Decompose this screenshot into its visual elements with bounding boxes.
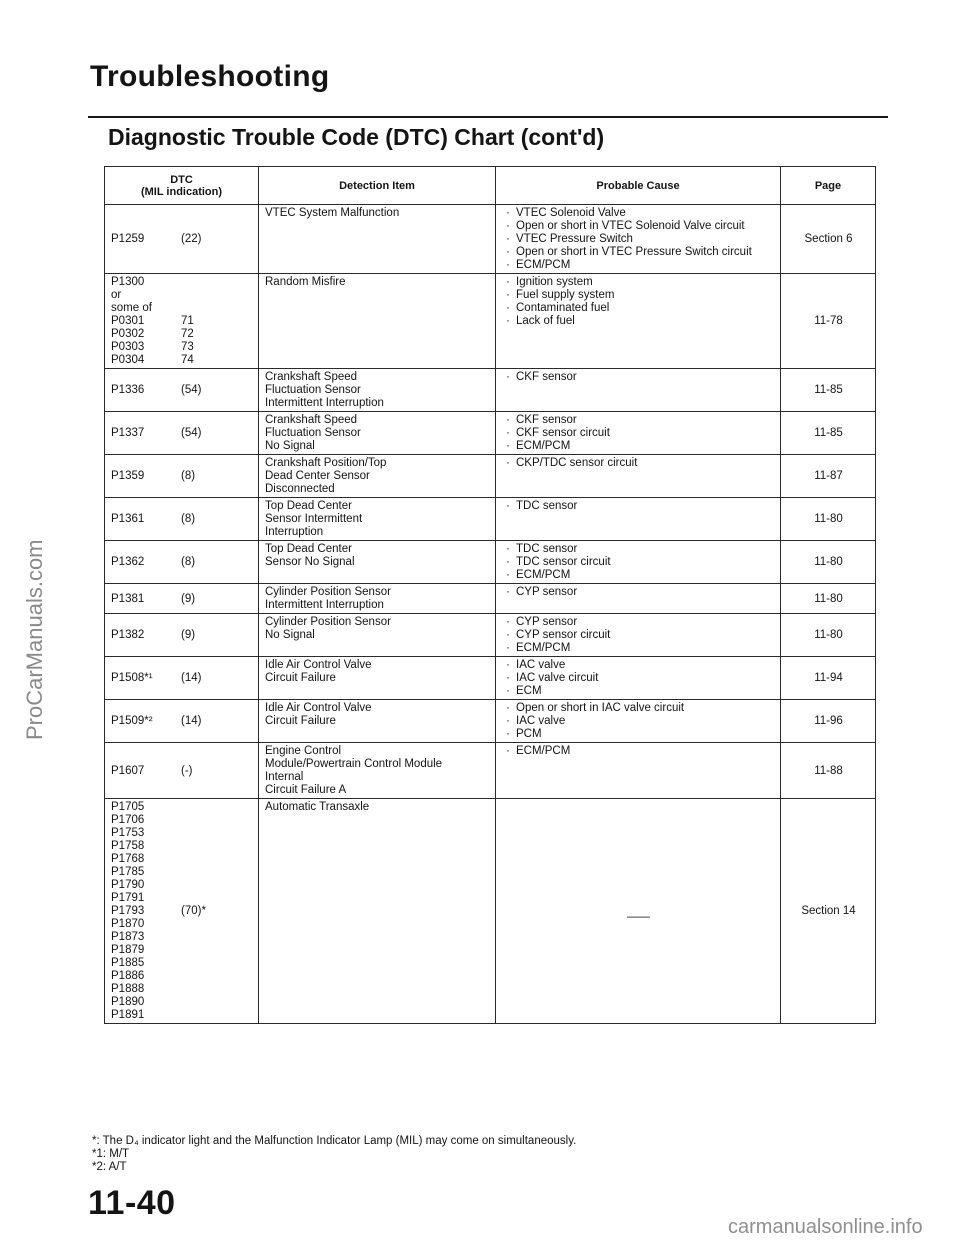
cause-item: · TDC sensor circuit xyxy=(506,556,775,569)
page-number: 11-40 xyxy=(88,1184,176,1222)
dtc-code: P1607 xyxy=(111,764,145,777)
watermark-bottom: carmanualsonline.info xyxy=(728,1216,923,1238)
detection-line: VTEC System Malfunction xyxy=(265,207,400,219)
mil-indication xyxy=(181,892,221,905)
detection-line: Cylinder Position Sensor xyxy=(265,586,391,598)
dtc-code: P1790 xyxy=(111,879,145,891)
header-probable-cause: Probable Cause xyxy=(496,167,781,205)
dtc-code: P1300 xyxy=(111,276,145,288)
mil-indication: (54) xyxy=(181,384,202,396)
detection-line: Crankshaft Position/Top xyxy=(265,457,387,469)
dtc-code-line xyxy=(111,593,253,606)
dtc-code: P1768 xyxy=(111,853,145,865)
header-page: Page xyxy=(781,167,876,205)
cause-item: · CYP sensor xyxy=(506,616,775,629)
dtc-code: P1879 xyxy=(111,944,145,956)
mil-indication xyxy=(181,302,221,315)
table-body xyxy=(105,205,876,1024)
mil-indication: (54) xyxy=(181,427,202,439)
probable-cause-cell xyxy=(496,369,781,412)
probable-cause-cell xyxy=(496,541,781,584)
mil-indication: (8) xyxy=(181,513,196,525)
cause-item: · ECM xyxy=(506,685,775,698)
table-row xyxy=(105,700,876,743)
dtc-code-line xyxy=(111,905,253,918)
cause-list xyxy=(502,207,775,272)
detection-item-cell xyxy=(259,700,496,743)
dtc-code-line xyxy=(111,996,253,1009)
watermark-left: ProCarManuals.com xyxy=(22,539,47,740)
page-title: Troubleshooting xyxy=(90,60,330,93)
mil-indication: 74 xyxy=(181,354,194,366)
dtc-cell xyxy=(105,541,259,584)
mil-indication xyxy=(181,289,221,302)
dtc-code-line xyxy=(111,765,253,778)
probable-cause-cell xyxy=(496,498,781,541)
cause-item: · ECM/PCM xyxy=(506,745,775,758)
detection-line: Intermittent Interruption xyxy=(265,397,384,409)
no-cause-dash: —— xyxy=(627,911,650,923)
dtc-cell xyxy=(105,274,259,369)
dtc-code: P1382 xyxy=(111,629,145,641)
mil-indication: 72 xyxy=(181,328,194,340)
mil-indication: (9) xyxy=(181,629,196,641)
page-ref-cell: 11-94 xyxy=(781,657,876,700)
detection-line: No Signal xyxy=(265,440,315,452)
mil-indication xyxy=(181,879,221,892)
dtc-code-line xyxy=(111,315,253,328)
dtc-cell xyxy=(105,205,259,274)
cause-item: · TDC sensor xyxy=(506,500,775,513)
mil-indication: (8) xyxy=(181,556,196,568)
dtc-code-line xyxy=(111,1009,253,1022)
dtc-code: or xyxy=(111,289,122,301)
dtc-code: P1361 xyxy=(111,513,145,525)
dtc-code: P1873 xyxy=(111,931,145,943)
cause-list xyxy=(502,616,775,655)
cause-item: · PCM xyxy=(506,728,775,741)
dtc-code: P1885 xyxy=(111,957,145,969)
dtc-code-line xyxy=(111,302,253,315)
detection-item-cell xyxy=(259,799,496,1024)
cause-item: · IAC valve xyxy=(506,659,775,672)
dtc-code: P1509*² xyxy=(111,715,153,727)
mil-indication xyxy=(181,853,221,866)
detection-line: Circuit Failure A xyxy=(265,784,347,796)
mil-indication: (8) xyxy=(181,470,196,482)
dtc-chart-table xyxy=(104,166,876,1024)
table-row xyxy=(105,541,876,584)
dtc-code-line xyxy=(111,944,253,957)
dtc-code: P1891 xyxy=(111,1009,145,1021)
mil-indication xyxy=(181,827,221,840)
table-row xyxy=(105,799,876,1024)
probable-cause-cell xyxy=(496,700,781,743)
table-row xyxy=(105,274,876,369)
cause-item: · ECM/PCM xyxy=(506,569,775,582)
cause-item: · CKF sensor circuit xyxy=(506,427,775,440)
mil-indication xyxy=(181,931,221,944)
cause-item: · CYP sensor circuit xyxy=(506,629,775,642)
cause-list xyxy=(502,543,775,582)
cause-list xyxy=(502,414,775,453)
footnote-1: *1: M/T xyxy=(92,1148,130,1160)
detection-line: Top Dead Center xyxy=(265,500,352,512)
detection-item-cell xyxy=(259,584,496,614)
dtc-code-line xyxy=(111,354,253,367)
dtc-code-line xyxy=(111,866,253,879)
dtc-code-line xyxy=(111,879,253,892)
cause-item: · CKP/TDC sensor circuit xyxy=(506,457,775,470)
page-ref-cell: 11-87 xyxy=(781,455,876,498)
page-ref-cell: 11-85 xyxy=(781,369,876,412)
probable-cause-cell xyxy=(496,274,781,369)
cause-item: · TDC sensor xyxy=(506,543,775,556)
dtc-code: P1888 xyxy=(111,983,145,995)
table-row xyxy=(105,584,876,614)
detection-line: Idle Air Control Valve xyxy=(265,659,372,671)
page-ref-cell: Section 6 xyxy=(781,205,876,274)
cause-list xyxy=(502,457,775,470)
detection-line: No Signal xyxy=(265,629,315,641)
title-rule xyxy=(88,116,888,118)
cause-item: · Contaminated fuel xyxy=(506,302,775,315)
page-ref-cell: 11-85 xyxy=(781,412,876,455)
dtc-code-line xyxy=(111,892,253,905)
mil-indication: 73 xyxy=(181,341,194,353)
dtc-cell xyxy=(105,700,259,743)
probable-cause-cell xyxy=(496,743,781,799)
cause-list xyxy=(502,586,775,599)
cause-item: · CKF sensor xyxy=(506,371,775,384)
mil-indication xyxy=(181,1009,221,1022)
page-ref-cell: 11-78 xyxy=(781,274,876,369)
detection-item-cell xyxy=(259,455,496,498)
detection-line: Top Dead Center xyxy=(265,543,352,555)
cause-list xyxy=(502,276,775,328)
mil-indication: 71 xyxy=(181,315,194,327)
detection-line: Crankshaft Speed xyxy=(265,371,358,383)
page-ref-cell: 11-80 xyxy=(781,541,876,584)
detection-line: Internal xyxy=(265,771,304,783)
dtc-code-line xyxy=(111,931,253,944)
cause-item: · VTEC Pressure Switch xyxy=(506,233,775,246)
dtc-code: P0304 xyxy=(111,354,145,366)
mil-indication: (70)* xyxy=(181,905,206,917)
mil-indication xyxy=(181,970,221,983)
dtc-code-line xyxy=(111,801,253,814)
mil-indication xyxy=(181,276,221,289)
dtc-code-line xyxy=(111,276,253,289)
cause-item: · Fuel supply system xyxy=(506,289,775,302)
cause-item: · VTEC Solenoid Valve xyxy=(506,207,775,220)
mil-indication xyxy=(181,996,221,1009)
dtc-cell xyxy=(105,498,259,541)
header-dtc: DTC (MIL indication) xyxy=(105,167,259,205)
dtc-code: P0301 xyxy=(111,315,145,327)
page-ref-cell: 11-96 xyxy=(781,700,876,743)
cause-item: · ECM/PCM xyxy=(506,259,775,272)
dtc-code: P0303 xyxy=(111,341,145,353)
dtc-cell xyxy=(105,455,259,498)
dtc-code-line xyxy=(111,427,253,440)
dtc-code: P1706 xyxy=(111,814,145,826)
dtc-code-line xyxy=(111,328,253,341)
dtc-code-line xyxy=(111,513,253,526)
dtc-cell xyxy=(105,412,259,455)
probable-cause-cell xyxy=(496,799,781,1024)
dtc-code: P1870 xyxy=(111,918,145,930)
cause-item: · ECM/PCM xyxy=(506,642,775,655)
dtc-code-line xyxy=(111,341,253,354)
dtc-code-line xyxy=(111,957,253,970)
probable-cause-cell xyxy=(496,614,781,657)
cause-list xyxy=(502,659,775,698)
dtc-code: P1508*¹ xyxy=(111,672,153,684)
detection-line: Cylinder Position Sensor xyxy=(265,616,391,628)
table-row xyxy=(105,614,876,657)
detection-line: Engine Control xyxy=(265,745,342,757)
footnote-2: *2: A/T xyxy=(92,1161,127,1173)
dtc-code-line xyxy=(111,629,253,642)
dtc-code-line xyxy=(111,970,253,983)
mil-indication xyxy=(181,944,221,957)
detection-line: Disconnected xyxy=(265,483,335,495)
dtc-code: P1336 xyxy=(111,384,145,396)
dtc-code-line xyxy=(111,384,253,397)
cause-list xyxy=(502,702,775,741)
dtc-cell xyxy=(105,614,259,657)
mil-indication xyxy=(181,983,221,996)
footnotes xyxy=(92,1135,576,1174)
detection-line: Crankshaft Speed xyxy=(265,414,358,426)
mil-indication: (14) xyxy=(181,715,202,727)
dtc-code-line xyxy=(111,827,253,840)
mil-indication xyxy=(181,918,221,931)
cause-list xyxy=(502,371,775,384)
detection-item-cell xyxy=(259,205,496,274)
mil-indication xyxy=(181,801,221,814)
cause-item: · CKF sensor xyxy=(506,414,775,427)
mil-indication xyxy=(181,814,221,827)
dtc-code-line xyxy=(111,289,253,302)
detection-line: Module/Powertrain Control Module xyxy=(265,758,443,770)
dtc-code-line xyxy=(111,840,253,853)
dtc-code: P1886 xyxy=(111,970,145,982)
detection-line: Automatic Transaxle xyxy=(265,801,370,813)
dtc-code-line xyxy=(111,918,253,931)
mil-indication: (-) xyxy=(181,764,193,777)
cause-list xyxy=(502,500,775,513)
detection-item-cell xyxy=(259,657,496,700)
mil-indication xyxy=(181,866,221,879)
dtc-cell xyxy=(105,657,259,700)
probable-cause-cell xyxy=(496,584,781,614)
dtc-code-line xyxy=(111,470,253,483)
detection-line: Sensor Intermittent xyxy=(265,513,363,525)
table-row xyxy=(105,743,876,799)
mil-indication: (22) xyxy=(181,233,202,245)
table-row xyxy=(105,369,876,412)
dtc-code: some of xyxy=(111,302,152,314)
detection-line: Intermittent Interruption xyxy=(265,599,384,611)
detection-line: Circuit Failure xyxy=(265,672,336,684)
detection-item-cell xyxy=(259,412,496,455)
detection-line: Random Misfire xyxy=(265,276,346,288)
probable-cause-cell xyxy=(496,205,781,274)
dtc-cell xyxy=(105,584,259,614)
dtc-code-line xyxy=(111,715,253,728)
dtc-cell xyxy=(105,799,259,1024)
table-header-row xyxy=(105,167,876,205)
cause-item: · Ignition system xyxy=(506,276,775,289)
detection-item-cell xyxy=(259,743,496,799)
dtc-code-line xyxy=(111,853,253,866)
dtc-code-line xyxy=(111,983,253,996)
dtc-code: P1705 xyxy=(111,801,145,813)
detection-item-cell xyxy=(259,541,496,584)
probable-cause-cell xyxy=(496,657,781,700)
page-ref-cell: 11-80 xyxy=(781,498,876,541)
detection-line: Fluctuation Sensor xyxy=(265,384,361,396)
dtc-code: P1793 xyxy=(111,905,145,917)
header-detection-item: Detection Item xyxy=(259,167,496,205)
dtc-code: P1337 xyxy=(111,427,145,439)
dtc-code: P1890 xyxy=(111,996,145,1008)
detection-line: Interruption xyxy=(265,526,324,538)
dtc-code-line xyxy=(111,556,253,569)
dtc-code-line xyxy=(111,672,253,685)
probable-cause-cell xyxy=(496,455,781,498)
page-ref-cell: 11-80 xyxy=(781,584,876,614)
page-ref-cell: 11-80 xyxy=(781,614,876,657)
mil-indication xyxy=(181,840,221,853)
mil-indication xyxy=(181,957,221,970)
probable-cause-cell xyxy=(496,412,781,455)
dtc-code: P1753 xyxy=(111,827,145,839)
mil-indication: (9) xyxy=(181,592,196,605)
detection-line: Idle Air Control Valve xyxy=(265,702,372,714)
cause-item: · IAC valve xyxy=(506,715,775,728)
cause-list xyxy=(502,745,775,758)
dtc-code: P1359 xyxy=(111,470,145,482)
dtc-code-line xyxy=(111,233,253,246)
cause-item: · Open or short in VTEC Solenoid Valve circuit xyxy=(506,220,775,233)
detection-item-cell xyxy=(259,369,496,412)
cause-item: · Open or short in IAC valve circuit xyxy=(506,702,775,715)
cause-item: · ECM/PCM xyxy=(506,440,775,453)
dtc-cell xyxy=(105,743,259,799)
table-row xyxy=(105,412,876,455)
detection-item-cell xyxy=(259,498,496,541)
dtc-code: P1758 xyxy=(111,840,145,852)
dtc-code: P1362 xyxy=(111,556,145,568)
page-ref-cell: 11-88 xyxy=(781,743,876,799)
table-row xyxy=(105,498,876,541)
table-row xyxy=(105,657,876,700)
dtc-code: P1785 xyxy=(111,866,145,878)
dtc-code: P1791 xyxy=(111,892,145,904)
mil-indication: (14) xyxy=(181,672,202,684)
table-row xyxy=(105,205,876,274)
detection-item-cell xyxy=(259,274,496,369)
dtc-code: P1259 xyxy=(111,233,145,245)
detection-line: Sensor No Signal xyxy=(265,556,355,568)
detection-line: Dead Center Sensor xyxy=(265,470,370,482)
dtc-code: P0302 xyxy=(111,328,145,340)
footnote-asterisk: *: The D₄ indicator light and the Malfunction Indicator Lamp (MIL) may come on simultaneously. xyxy=(92,1135,577,1147)
cause-item: · IAC valve circuit xyxy=(506,672,775,685)
dtc-code: P1381 xyxy=(111,592,145,605)
cause-item: · Open or short in VTEC Pressure Switch circuit xyxy=(506,246,775,259)
detection-line: Circuit Failure xyxy=(265,715,336,727)
detection-line: Fluctuation Sensor xyxy=(265,427,361,439)
table-row xyxy=(105,455,876,498)
cause-item: · CYP sensor xyxy=(506,586,775,599)
dtc-cell xyxy=(105,369,259,412)
detection-item-cell xyxy=(259,614,496,657)
cause-item: · Lack of fuel xyxy=(506,315,775,328)
page-ref-cell: Section 14 xyxy=(781,799,876,1024)
dtc-code-line xyxy=(111,814,253,827)
chart-title: Diagnostic Trouble Code (DTC) Chart (cont'd) xyxy=(108,124,605,150)
